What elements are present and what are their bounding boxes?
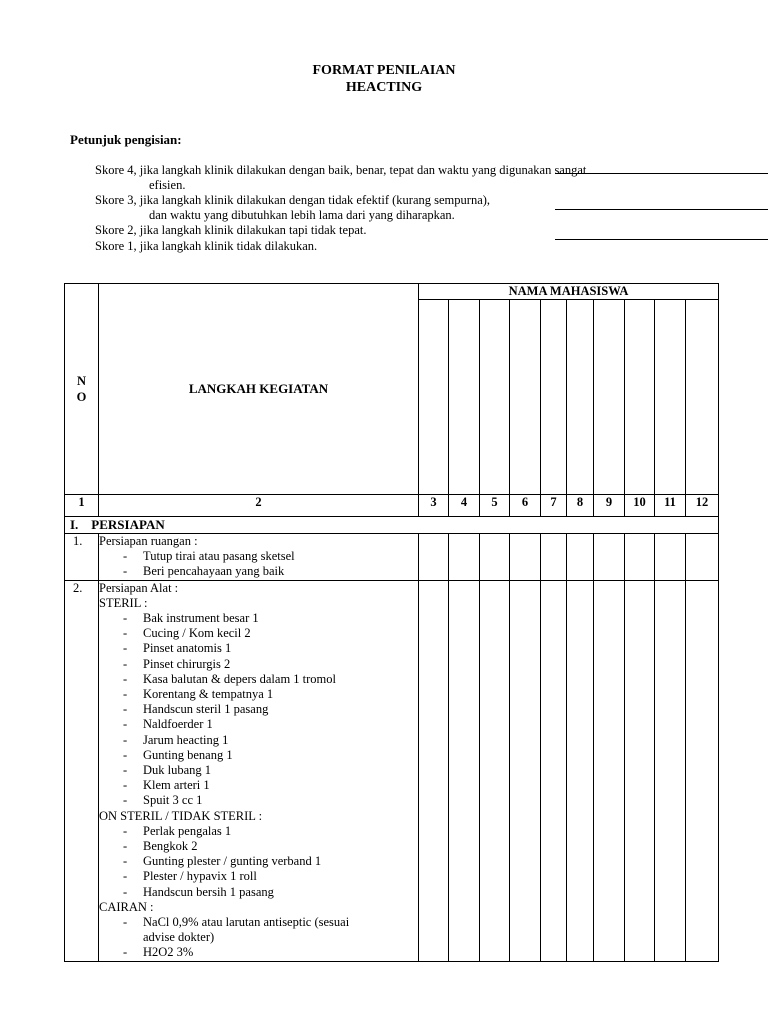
instruction-score-3: Skore 3, jika langkah klinik dilakukan dengan tidak efektif (kurang sempurna), (95, 193, 491, 207)
instruction-score-4: Skore 4, jika langkah klinik dilakukan dengan baik, benar, tepat dan waktu yang digunakan sangat (95, 163, 587, 177)
score-cell[interactable] (541, 300, 567, 495)
column-number: 9 (594, 495, 625, 517)
list-item: - NaCl 0,9% atau larutan antiseptic (sesuai (123, 915, 350, 930)
underline-rule (555, 209, 768, 210)
underline-rule (555, 173, 768, 174)
column-number: 6 (510, 495, 541, 517)
list-item: - Perlak pengalas 1 (123, 823, 232, 838)
score-cell[interactable] (541, 534, 567, 581)
score-cell[interactable] (480, 534, 510, 581)
score-cell[interactable] (625, 580, 655, 961)
column-number-row (65, 495, 719, 517)
column-number: 2 (99, 495, 419, 517)
score-cell[interactable] (594, 580, 625, 961)
steril-label: STERIL : (99, 595, 148, 610)
langkah-kegiatan-header: LANGKAH KEGIATAN (99, 284, 419, 495)
list-item: - Gunting plester / gunting verband 1 (123, 854, 322, 869)
score-cell[interactable] (419, 580, 449, 961)
column-number: 3 (419, 495, 449, 517)
list-item: - Plester / hypavix 1 roll (123, 869, 257, 884)
instruction-score-1: Skore 1, jika langkah klinik tidak dilakukan. (95, 239, 318, 253)
section-row (65, 517, 719, 534)
list-item: - Tutup tirai atau pasang sketsel (123, 549, 295, 564)
score-cell[interactable] (510, 300, 541, 495)
score-cell[interactable] (510, 534, 541, 581)
score-cell[interactable] (655, 300, 686, 495)
score-cell[interactable] (567, 534, 594, 581)
list-item: - Duk lubang 1 (123, 763, 212, 778)
column-number: 5 (480, 495, 510, 517)
score-cell[interactable] (567, 580, 594, 961)
instruction-score-3-cont: dan waktu yang dibutuhkan lebih lama dari yang diharapkan. (149, 208, 455, 222)
column-number: 12 (686, 495, 719, 517)
instruction-score-2: Skore 2, jika langkah klinik dilakukan tapi tidak tepat. (95, 223, 367, 237)
list-item: - Gunting benang 1 (123, 747, 233, 762)
score-cell[interactable] (686, 300, 719, 495)
list-item: - Korentang & tempatnya 1 (123, 687, 274, 702)
list-item: - Beri pencahayaan yang baik (123, 564, 285, 579)
column-number: 8 (567, 495, 594, 517)
score-cell[interactable] (419, 300, 449, 495)
table-row (65, 580, 719, 961)
step-title: Persiapan Alat : (99, 580, 179, 595)
section-persiapan: I. PERSIAPAN (65, 517, 719, 534)
column-number: 10 (625, 495, 655, 517)
row-number: 2. (65, 580, 99, 961)
score-cell[interactable] (567, 300, 594, 495)
list-item: - H2O2 3% (123, 945, 194, 960)
list-item: - Klem arteri 1 (123, 778, 210, 793)
score-cell[interactable] (449, 300, 480, 495)
list-item: - Handscun steril 1 pasang (123, 702, 269, 717)
column-number: 4 (449, 495, 480, 517)
column-number: 11 (655, 495, 686, 517)
column-number: 7 (541, 495, 567, 517)
score-cell[interactable] (625, 534, 655, 581)
on-steril-label: ON STERIL / TIDAK STERIL : (99, 808, 263, 823)
cairan-label: CAIRAN : (99, 899, 154, 914)
score-cell[interactable] (541, 580, 567, 961)
table-row (65, 534, 719, 581)
list-item: - Kasa balutan & depers dalam 1 tromol (123, 671, 336, 686)
score-cell[interactable] (655, 580, 686, 961)
list-item: - Pinset chirurgis 2 (123, 656, 231, 671)
score-cell[interactable] (625, 300, 655, 495)
column-number: 1 (65, 495, 99, 517)
list-item: - Cucing / Kom kecil 2 (123, 626, 251, 641)
score-cell[interactable] (594, 534, 625, 581)
step-description (99, 580, 419, 961)
list-item: - Naldfoerder 1 (123, 717, 213, 732)
score-cell[interactable] (686, 534, 719, 581)
step-title: Persiapan ruangan : (99, 534, 198, 548)
document-title: FORMAT PENILAIAN (312, 63, 456, 78)
row-number: 1. (65, 534, 99, 581)
score-cell[interactable] (594, 300, 625, 495)
instruction-score-4-cont: efisien. (149, 178, 186, 192)
no-header: N O (65, 284, 99, 495)
underline-rule (555, 239, 768, 240)
assessment-table (64, 283, 719, 962)
score-cell[interactable] (449, 534, 480, 581)
step-description (99, 534, 419, 581)
list-item: - Bengkok 2 (123, 839, 198, 854)
nama-mahasiswa-header: NAMA MAHASISWA (419, 284, 719, 300)
list-item: - Spuit 3 cc 1 (123, 793, 203, 808)
list-item: - Jarum heacting 1 (123, 732, 229, 747)
list-item-continuation: advise dokter) (143, 930, 215, 945)
instructions-heading: Petunjuk pengisian: (70, 132, 182, 147)
document-subtitle: HEACTING (345, 80, 423, 95)
list-item: - Bak instrument besar 1 (123, 611, 259, 626)
score-cell[interactable] (480, 300, 510, 495)
score-cell[interactable] (480, 580, 510, 961)
score-cell[interactable] (655, 534, 686, 581)
score-cell[interactable] (419, 534, 449, 581)
list-item: - Pinset anatomis 1 (123, 641, 232, 656)
score-cell[interactable] (449, 580, 480, 961)
score-cell[interactable] (686, 580, 719, 961)
list-item: - Handscun bersih 1 pasang (123, 884, 274, 899)
score-cell[interactable] (510, 580, 541, 961)
